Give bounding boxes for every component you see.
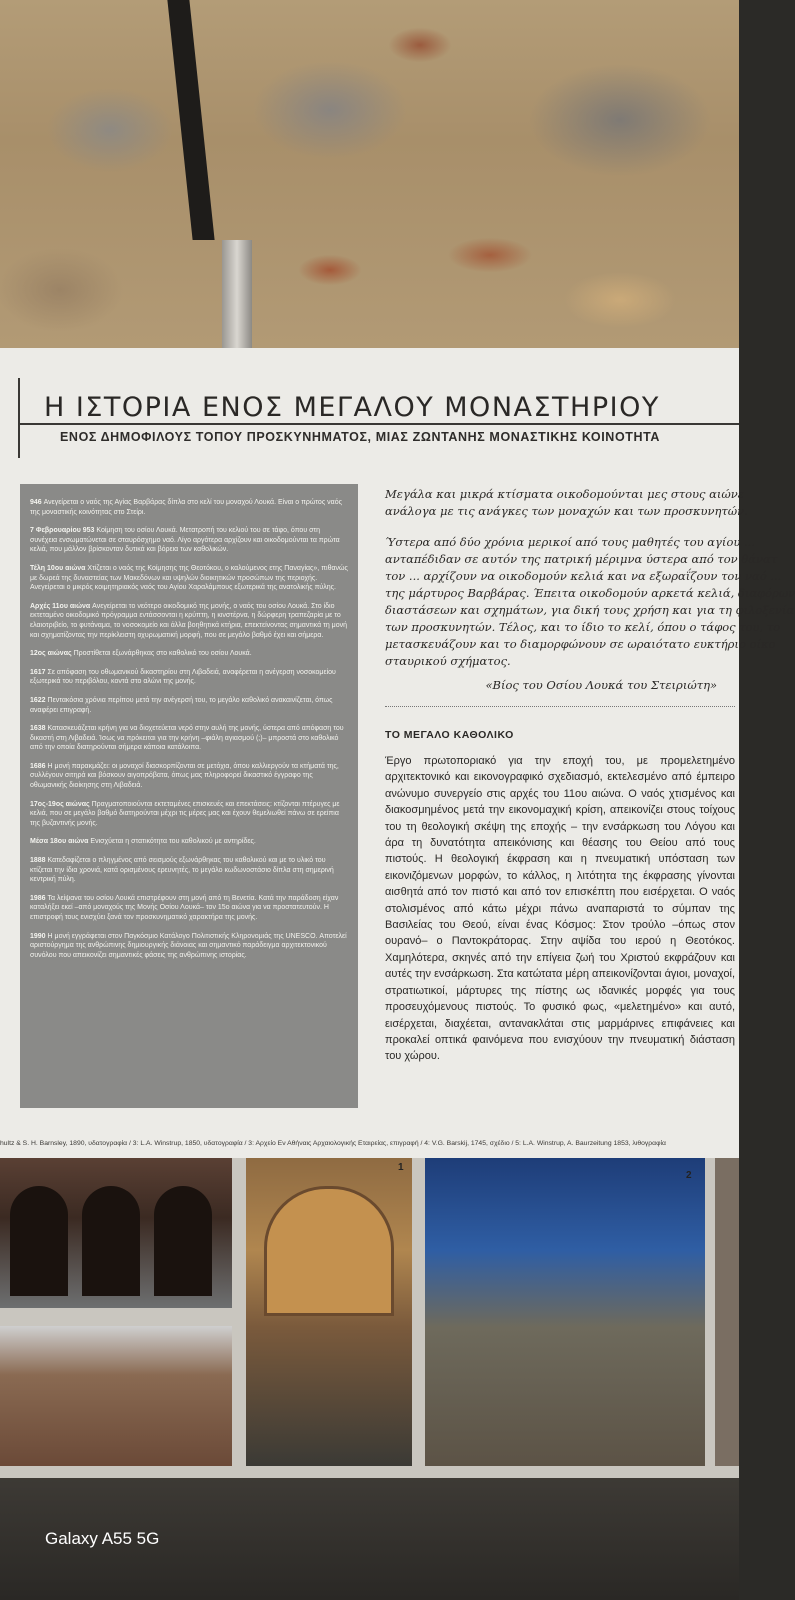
hagiography-quote <box>385 486 795 670</box>
panel-subtitle: ΕΝΟΣ ΔΗΜΟΦΙΛΟΥΣ ΤΟΠΟΥ ΠΡΟΣΚΥΝΗΜΑΤΟΣ, ΜΙΑΣ ΖΩΝΤΑΝΗΣ ΜΟΝΑΣΤΙΚΗΣ ΚΟΙΝΟΤΗΤΑ <box>60 430 661 444</box>
timeline-text: Η μονή εγγράφεται στον Παγκόσμιο Κατάλογο Πολιτιστικής Κληρονομιάς της UNESCO. Αποτελεί αριστούργημα της ανθρώπινης δημιουργικής διάνοιας και σημαντικό παράδειγμα αρχιτεκτονικού συνόλου που απεικονίζει σημαντικές φάσεις της ανθρώπινης ιστορίας. <box>30 932 347 959</box>
timeline-entry <box>30 602 348 640</box>
title-vertical-rule <box>18 378 20 458</box>
timeline-text: Σε απόφαση του οθωμανικού δικαστηρίου στη Λιβαδειά, αναφέρεται η ανέγερση νοσοκομείου εξωτερικά του περιβόλου, κοντά στο αλώνι της μονής. <box>30 668 336 686</box>
timeline-box <box>20 484 358 1108</box>
quote-line: τον ... αρχίζουν να οικοδομούν κελιά και να εξωραΐζουν τον ναό ... <box>385 569 782 583</box>
photo-arcade <box>0 1158 232 1308</box>
quote-line: ανάλογα με τις ανάγκες των μοναχών και των προσκυνητών. <box>385 504 748 518</box>
timeline-entry <box>30 649 348 659</box>
section-heading: ΤΟ ΜΕΓΑΛΟ ΚΑΘΟΛΙΚΟ <box>385 729 514 741</box>
quote-citation: «Βίος του Οσίου Λουκά του Στειριώτη» <box>485 678 717 692</box>
quote-line: της μάρτυρος Βαρβάρας. Έπειτα οικοδομούν αρκετά κελιά, διαφόρων <box>385 586 795 600</box>
timeline-entry <box>30 696 348 715</box>
timeline-text: Τα λείψανα του οσίου Λουκά επιστρέφουν στη μονή από τη Βενετία. Κατά την παράδοση είχαν καταλήξει εκεί –από μοναχούς της Μονής Οσίου Λουκά– τον 15ο αιώνα για να προστατευτούν. Η επιστροφή τους ενισχύει ξανά τον προσκυνηματικό χαρακτήρα της μονής. <box>30 894 339 921</box>
timeline-entry <box>30 762 348 791</box>
timeline-date: 1686 <box>30 762 48 770</box>
timeline-text: Κοίμηση του οσίου Λουκά. Μετατροπή του κελιού του σε τάφο, όπου στη συνέχεια ενσωματώνεται σε σταυρόσχημο ναό. Λίγο αργότερα αρχίζουν και οικοδομούνται τα πρώτα κελιά, που μάλλον βρίσκονταν δυτικά και βόρεια των καθολικών. <box>30 527 340 554</box>
device-watermark: Galaxy A55 5G <box>45 1529 160 1548</box>
timeline-date: 1986 <box>30 894 48 902</box>
section-body: Έργο πρωτοποριακό για την εποχή του, με προμελετημένο αρχιτεκτονικό και εικονογραφικό σχεδιασμό, εκτελεσμένο από έμπειρο ανώνυμο συνεργείο στις αρχές του 11ου αιώνα. Ο ναός χτισμένος και διακοσμημένος μετά την εικονομαχική κρίση, απεικονίζει στους τοίχους του τη θεολογική σκέψη της εποχής – την ενσάρκωση του Λόγου και άρα τη δυνατότητα απεικόνισης και θέασης του Θείου από τους πιστούς. Η θεολογική έκφραση και η πνευματική υπόσταση των εικονιζόμενων μορφών, το κάλλος, η λιτότητα της έκφρασης γίνονται αισθητά από τον πιστό και από τον επισκέπτη που εισέρχεται. Ο ναός στολισμένος από κάτω μέχρι πάνω αναπαριστά το σύμπαν της Βασιλείας του Θεού, είναι ένας Κόσμος: Στον τρούλο –όπως στον ουρανό– ο Παντοκράτορας. Στην αψίδα του ιερού η Θεοτόκος. Χαμηλότερα, σκηνές από την επίγεια ζωή του Χριστού εκφράζουν και αυτές την ενσάρκωση. Στα κατώτατα μέρη απεικονίζονται άγιοι, μοναχοί, στρατιωτικοί, μάρτυρες της πίστης ως ιδανικές μορφές για τους προσευχόμενους πιστούς. Το φυσικό φως, «μελετημένο» και αυτό, εισέρχεται, διαχέεται, αντανακλάται στις μαρμάρινες επιφάνειες και προκαλεί οπτικά φαινόμενα που ενισχύουν την πνευματική διάσταση του χώρου. <box>385 755 735 1063</box>
timeline-date: Τέλη 10ου αιώνα <box>30 564 88 572</box>
timeline-entry <box>30 856 348 885</box>
quote-line: σταυρικού σχήματος. <box>385 654 511 668</box>
timeline-text: Χτίζεται ο ναός της Κοίμησης της Θεοτόκου, ο καλούμενος ετης Παναγίας», πιθανώς με δωρεά της δυναστείας των Μακεδόνων και υψηλών διοικητικών προσώπων της περιοχής. Ανεγείρεται ο μικρός κοιμητηριακός ναός του Αγίου Χαραλάμπους εξωτερικά της ανατολικής πύλης. <box>30 564 348 592</box>
quote-line: ανταπέδιδαν σε αυτόν της πατρική μέριμνα ύστερα από τον θάνατ <box>385 552 778 566</box>
timeline-entry <box>30 526 348 555</box>
timeline-date: 946 <box>30 499 44 506</box>
right-column <box>385 486 795 1065</box>
timeline-date: 7 Φεβρουαρίου 953 <box>30 527 97 535</box>
quote-line: διαστάσεων και σχημάτων, για δική τους χρήση και για τη φιλοξενία <box>385 603 795 617</box>
timeline-date: 17ος-19ος αιώνας <box>30 800 92 808</box>
quote-line: μετασκευάζουν και το διαμορφώνουν σε ωραιότατο ευκτήριο οίκο <box>385 637 776 651</box>
timeline-date: 12ος αιώνας <box>30 650 74 658</box>
timeline-date: 1622 <box>30 696 48 704</box>
photo-number-1: 1 <box>398 1162 404 1173</box>
timeline-entry <box>30 837 348 847</box>
timeline-entry <box>30 668 348 687</box>
timeline-entry <box>30 894 348 923</box>
timeline-date: Αρχές 11ου αιώνα <box>30 602 93 610</box>
timeline-entry <box>30 800 348 829</box>
panel-title: Η ΙΣΤΟΡΙΑ ΕΝΟΣ ΜΕΓΑΛΟΥ ΜΟΝΑΣΤΗΡΙΟΥ <box>44 392 660 423</box>
quote-line: Μεγάλα και μικρά κτίσματα οικοδομούνται μες στους αιώνε <box>385 487 744 501</box>
timeline-entry <box>30 724 348 753</box>
photo-edge <box>715 1158 739 1466</box>
timeline-text: Κατασκευάζεται κρήνη για να διοχετεύεται νερό στην αυλή της μονής, ύστερα από απόφαση του δικαστή στη Λιβαδειά. Ίσως να πρόκειται για την κρήνη –φιάλη αγιασμού (;)– μπροστά στο καθολικό από την οποία διατηρούνται σήμερα κάποια κατάλοιπα. <box>30 725 344 752</box>
timeline-date: 1990 <box>30 932 48 940</box>
photo-monastery-courtyard-painting <box>425 1158 705 1466</box>
image-credits: hultz & S. H. Barnsley, 1890, υδατογραφία / 3: L.A. Winstrup, 1850, υδατογραφία / 3: Αρχείο Εν Αθήναις Αρχαιολογικής Εταιρείας, επιγραφή / 4: V.G. Barskij, 1745, σχέδιο / 5: L.A. Winstrup, A. Baurzeitung 1853, λιθογραφία <box>0 1140 666 1147</box>
photo-number-2: 2 <box>686 1170 692 1181</box>
quote-line: Ύστερα από δύο χρόνια μερικοί από τους μαθητές του αγίου ... <box>385 535 755 549</box>
timeline-entry <box>30 498 348 517</box>
timeline-date: 1888 <box>30 857 48 865</box>
stone-wall-background <box>0 0 739 350</box>
photo-church-interior <box>246 1158 412 1466</box>
timeline-text: Προστίθεται εξωνάρθηκας στο καθολικό του οσίου Λουκά. <box>73 650 252 658</box>
timeline-text: Η μονή παρακμάζει: οι μοναχοί διασκορπίζονται σε μετόχια, όπου καλλιεργούν τα κτήματά της, συλλέγουν σιτηρά και βόσκουν αιγοπρόβατα, όπως μας πληροφορεί δικαστικό έγγραφο της οθωμανικής διοίκησης στη Λιβαδειά. <box>30 762 339 790</box>
timeline-date: 1617 <box>30 668 48 676</box>
timeline-text: Πραγματοποιούνται εκτεταμένες επισκευές και επεκτάσεις: κτίζονται πτέρυγες με κελιά, που σε μεγάλο βαθμό διατηρούνται μέχρι τις μέρες μας και έχουν θεμελιωθεί πάνω σε ερείπια της βυζαντινής μονής. <box>30 800 340 827</box>
quote-line: των προσκυνητών. Τέλος, και το ίδιο το κελί, όπου ο τάφος του, το <box>385 620 781 634</box>
timeline-text: Πεντακόσια χρόνια περίπου μετά την ανέγερσή του, το μεγάλο καθολικό ανακαινίζεται, όπως αναφέρει επιγραφή. <box>30 696 333 714</box>
timeline-date: 1638 <box>30 725 48 733</box>
timeline-text: Ανεγείρεται το νεότερο οικοδομικό της μονής, ο ναός του οσίου Λουκά. Στο ίδιο εκτεταμένο οικοδομικό πρόγραμμα εντάσσονται η κρύπτη, η κινστέρνα, η δώρφερη τραπεζαρία με το ελαιοτριβείο, το φυτάναμα, το νοσοκομείο και άλλα βοηθητικά κτήρια, επεκτείνοντας σημαντικά τη μονή και σχηματίζοντας την περίκλειστη οχυρωματική μορφή, που σε μεγάλο βαθμό έχει και σήμερα. <box>30 602 347 639</box>
timeline-text: Κατεδαφίζεται ο πληγμένος από σεισμούς εξωνάρθηκας του καθολικού και με το υλικό του κτίζεται την ίδια χρονιά, κατά ορισμένους ερευνητές, το μεγάλο κωδωνοστάσιο δίπλα στη σημερινή κεντρική πύλη. <box>30 857 334 884</box>
metal-support-pole-base <box>222 240 252 352</box>
timeline-text: Ενισχύεται η στατικότητα του καθολικού με αντηρίδες. <box>90 838 256 846</box>
timeline-date: Μέσα 18ου αιώνα <box>30 838 91 846</box>
timeline-text: Ανεγείρεται ο ναός της Αγίας Βαρβάρας δίπλα στο κελί του μοναχού Λουκά. Είναι ο πρώτος ναός της μοναστικής κοινότητας στο Στείρι. <box>30 499 342 516</box>
title-rule <box>18 423 739 425</box>
photo-monastery-exterior <box>0 1326 232 1466</box>
timeline-entry <box>30 564 348 593</box>
timeline-entry <box>30 932 348 961</box>
dotted-divider <box>385 706 735 707</box>
